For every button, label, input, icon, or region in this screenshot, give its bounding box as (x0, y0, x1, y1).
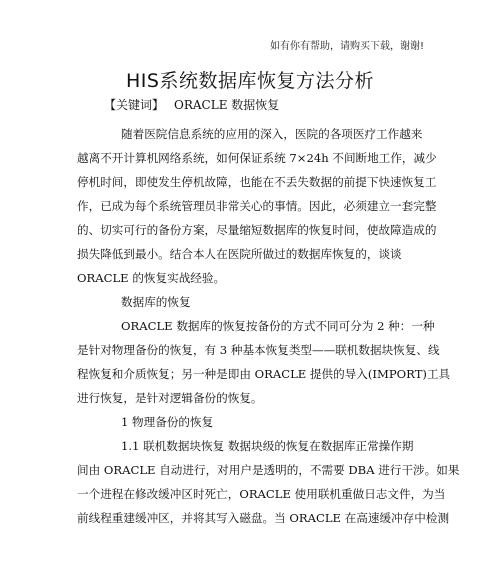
paragraph-line: 越离不开计算机网络系统，如何保证系统 7×24h 不间断地工作，减少 (77, 151, 437, 165)
keywords-label: 【关键词】 (104, 98, 165, 112)
paragraph-line: 停机时间，即使发生停机故障，也能在不丢失数据的前提下快速恢复工 (77, 175, 437, 189)
paragraph-line: 损失降低到最小。结合本人在医院所做过的数据库恢复的，谈谈 (77, 247, 402, 261)
paragraph-line: 程恢复和介质恢复；另一种是即由 ORACLE 提供的导入(IMPORT)工具 (77, 367, 451, 381)
document-title: HIS系统数据库恢复方法分析 (126, 70, 374, 92)
paragraph-line: 的、切实可行的备份方案，尽量缩短数据库的恢复时间，使故障造成的 (77, 223, 437, 237)
section-heading: 1 物理备份的恢复 (121, 415, 214, 429)
header-note: 如有你有帮助，请购买下载，谢谢! (269, 41, 424, 52)
paragraph-line: 是针对物理备份的恢复，有 3 种基本恢复类型——联机数据块恢复、线 (77, 343, 440, 357)
paragraph-line: 作，已成为每个系统管理员非常关心的事情。因此，必须建立一套完整 (77, 199, 437, 213)
paragraph-line: 进行恢复，是针对逻辑备份的恢复。 (77, 391, 263, 405)
paragraph-line: 前线程重建缓冲区，并将其写入磁盘。当 ORACLE 在高速缓冲存中检测 (77, 511, 450, 525)
paragraph-line: ORACLE 的恢复实战经验。 (77, 271, 226, 285)
keywords-line (104, 96, 279, 113)
paragraph-line: 随着医院信息系统的应用的深入，医院的各项医疗工作越来 (121, 127, 423, 141)
paragraph-line: ORACLE 数据库的恢复按备份的方式不同可分为 2 种：一种 (121, 319, 435, 333)
keywords-value: ORACLE 数据恢复 (174, 98, 280, 112)
document-body (77, 122, 460, 530)
paragraph-line: 间由 ORACLE 自动进行，对用户是透明的，不需要 DBA 进行干涉。如果 (77, 463, 460, 477)
section-heading: 数据库的恢复 (121, 295, 191, 309)
paragraph-line: 一个进程在修改缓冲区时死亡，ORACLE 使用联机重做日志文件，为当 (77, 487, 446, 501)
paragraph-line: 1.1 联机数据块恢复 数据块级的恢复在数据库正常操作期 (121, 439, 414, 453)
